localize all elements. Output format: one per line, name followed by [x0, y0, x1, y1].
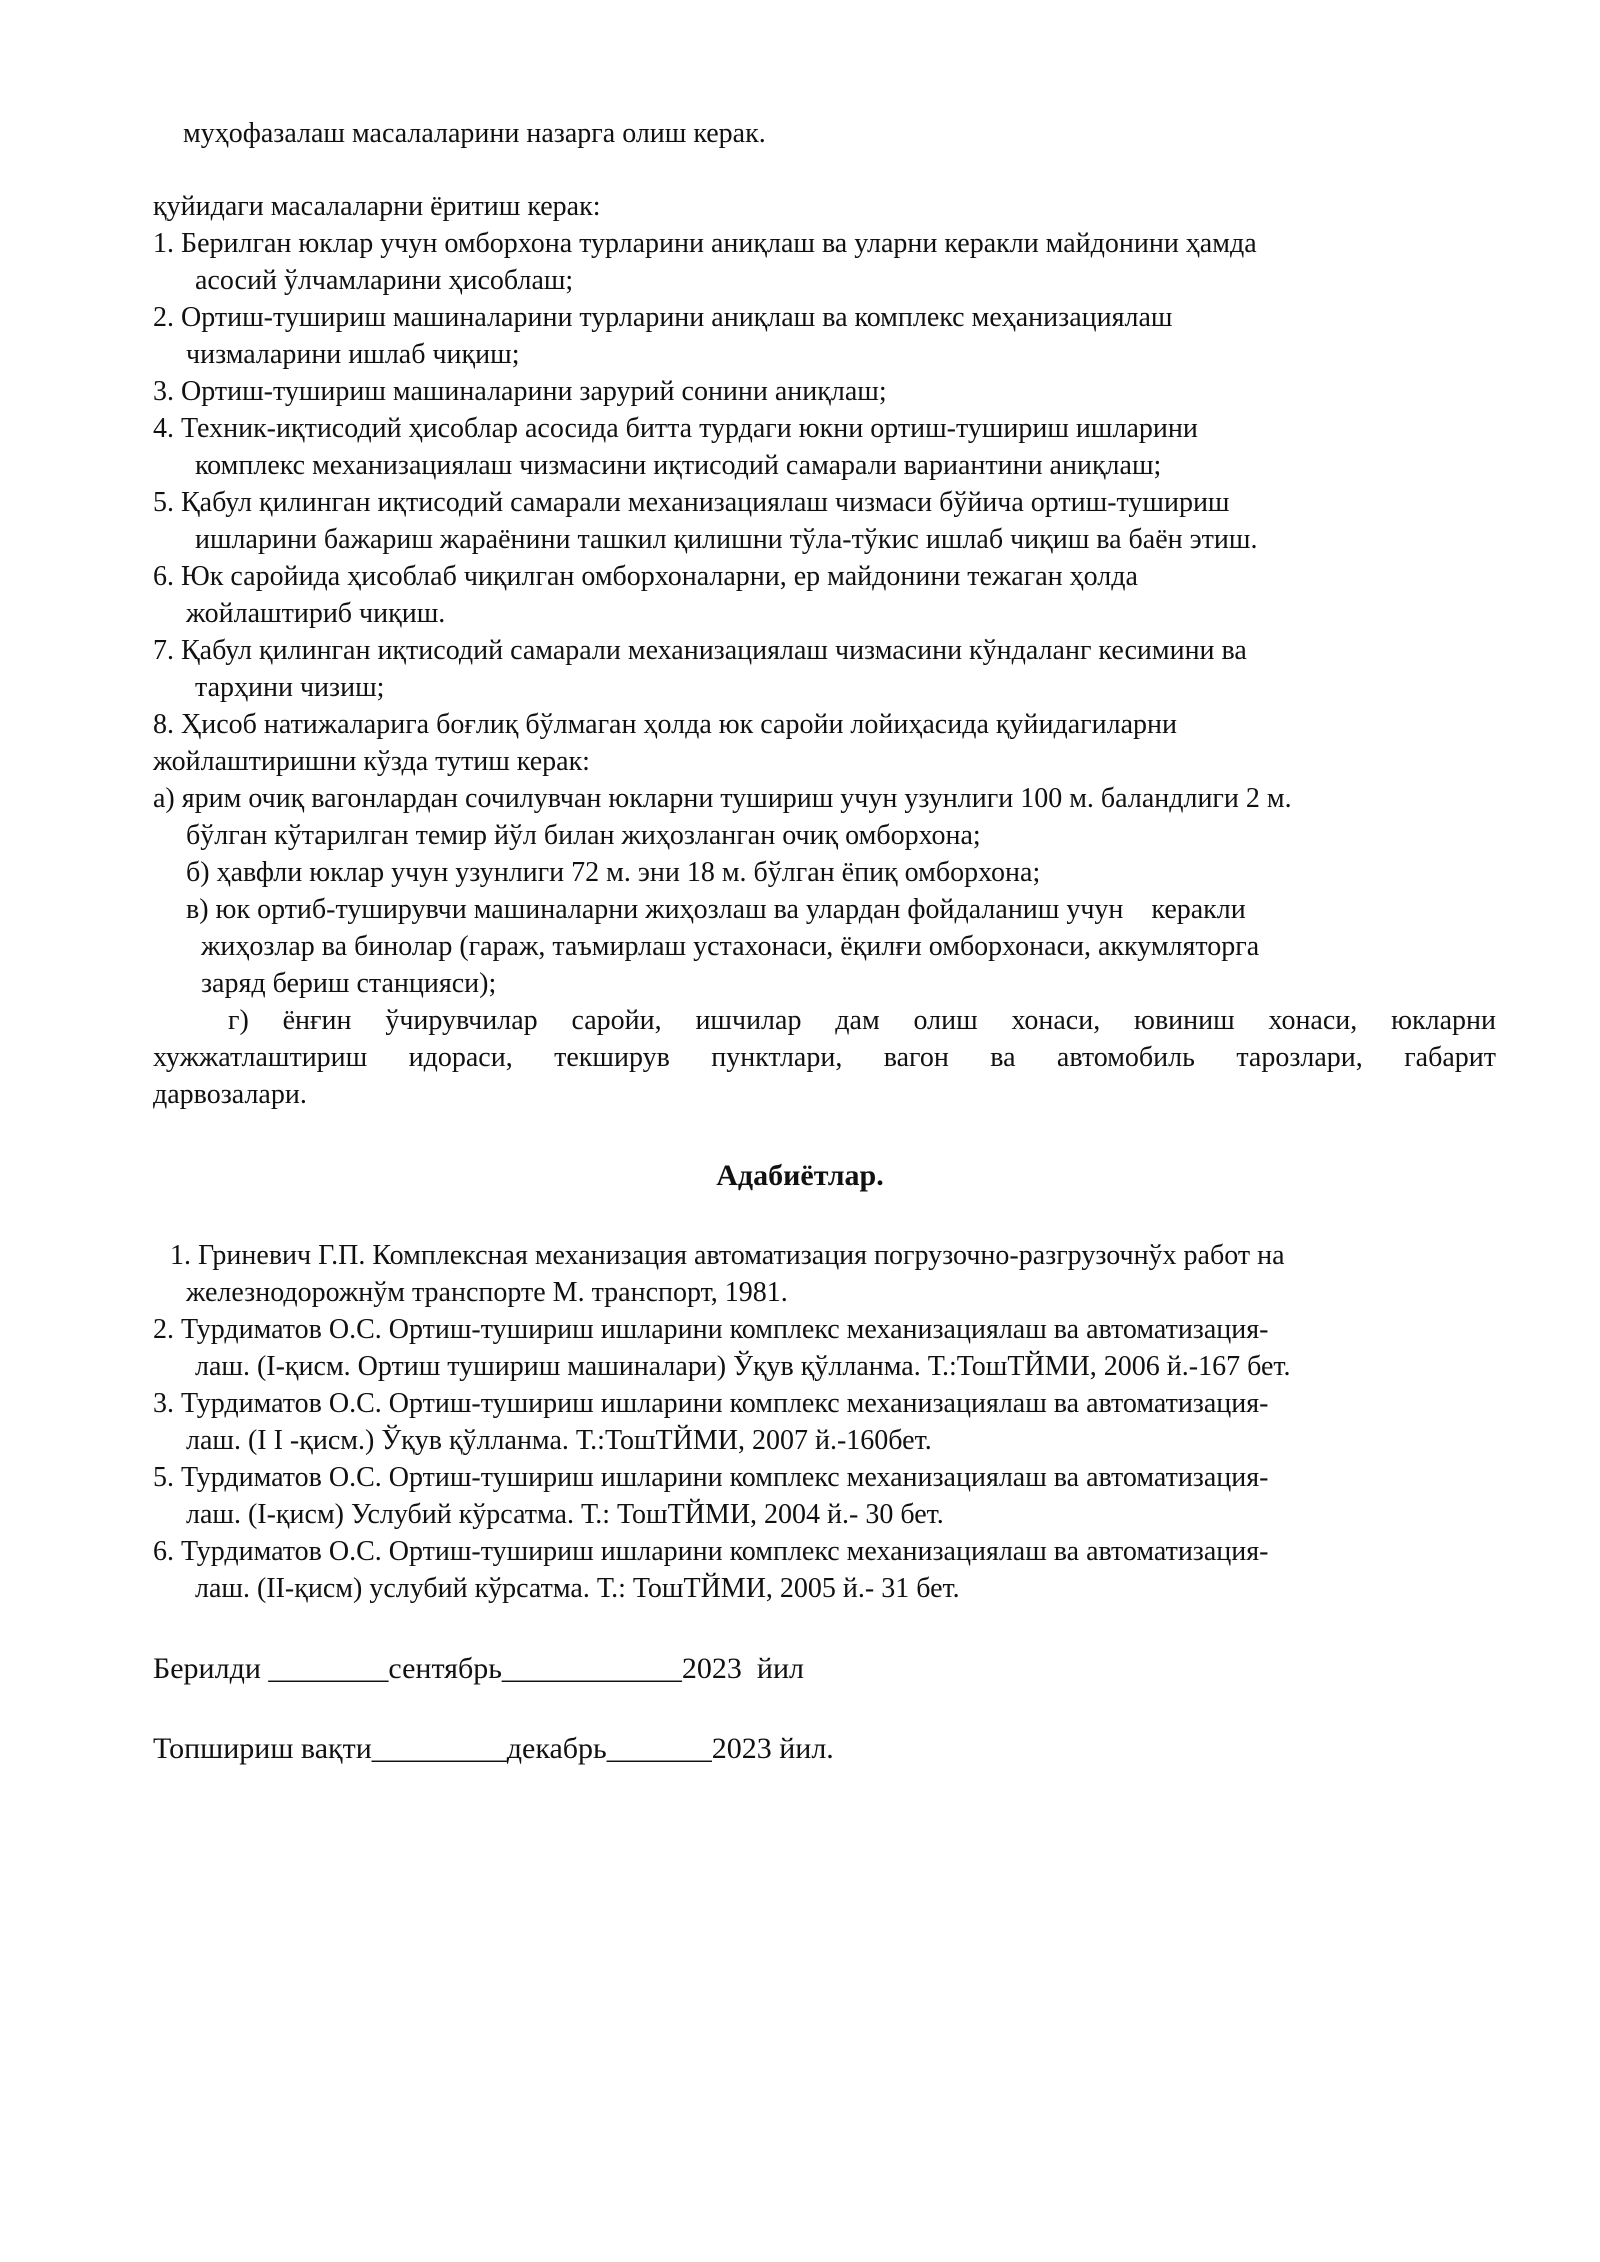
subitem-a-line1: а) ярим очиқ вагонлардан сочилувчан юкларни тушириш учун узунлиги 100 м. баландлиги 2 м. [153, 783, 1292, 814]
reference-item-6: 6. Турдиматов О.С. Ортиш-тушириш ишларини комплекс механизациялаш ва автоматизация- [153, 1536, 1269, 1567]
task-number: 5. [153, 487, 174, 518]
issued-date-line: Берилди ________сентябрь____________2023 йил [153, 1652, 804, 1685]
task-item-3 [153, 374, 887, 410]
reference-item-3: 3. Турдиматов О.С. Ортиш-тушириш ишларини комплекс механизациялаш ва автоматизация- [153, 1388, 1269, 1419]
task-number: 8. [153, 709, 174, 740]
reference-item-2-cont: лаш. (I-қисм. Ортиш тушириш машиналари) Ўқув қўлланма. Т.:ТошТЙМИ, 2006 й.-167 бет. [195, 1351, 1291, 1382]
reference-item-2: 2. Турдиматов О.С. Ортиш-тушириш ишларини комплекс механизациялаш ва автоматизация- [153, 1314, 1269, 1345]
task-text: Ортиш-тушириш машиналарини турларини аниқлаш ва комплекс меҳанизациялаш [174, 302, 1173, 333]
task-number: 7. [153, 635, 174, 666]
task-text: Юк саройида ҳисоблаб чиқилган омборхоналарни, ер майдонини тежаган ҳолда [174, 561, 1138, 592]
reference-item-5-cont: лаш. (I-қисм) Услубий кўрсатма. Т.: ТошТЙМИ, 2004 й.- 30 бет. [186, 1499, 944, 1530]
task-number: 2. [153, 302, 174, 333]
task-text: Техник-иқтисодий ҳисоблар асосида битта турдаги юкни ортиш-тушириш ишларини [174, 413, 1198, 444]
task-item-7-cont: тарҳини чизиш; [195, 672, 385, 703]
task-item-8 [153, 707, 1177, 743]
subitem-v-line1: в) юк ортиб-туширувчи машиналарни жиҳозлаш ва улардан фойдаланиш учун керакли [186, 894, 1246, 925]
task-text: Қабул қилинган иқтисодий самарали механизациялаш чизмаси бўйича ортиш-тушириш [174, 487, 1230, 518]
reference-item-3-cont: лаш. (I I -қисм.) Ўқув қўлланма. Т.:ТошТЙМИ, 2007 й.-160бет. [186, 1425, 932, 1456]
task-item-4 [153, 411, 1198, 447]
intro-line: муҳофазалаш масалаларини назарга олиш керак. [183, 118, 766, 149]
task-item-2 [153, 300, 1172, 336]
task-item-5-cont: ишларини бажариш жараёнини ташкил қилишни тўла-тўкис ишлаб чиқиш ва баён этиш. [195, 524, 1258, 555]
task-text: Қабул қилинган иқтисодий самарали механизациялаш чизмасини кўндаланг кесимини ва [174, 635, 1247, 666]
task-text: Ортиш-тушириш машиналарини зарурий сонини аниқлаш; [174, 376, 887, 407]
reference-item-6-cont: лаш. (II-қисм) услубий кўрсатма. Т.: ТошТЙМИ, 2005 й.- 31 бет. [195, 1573, 960, 1604]
reference-item-1-cont: железнодорожнўм транспорте М. транспорт, 1981. [186, 1277, 788, 1308]
references-heading: Адабиётлар. [716, 1159, 884, 1192]
task-item-6-cont: жойлаштириб чиқиш. [186, 598, 446, 629]
deadline-date-line: Топшириш вақти_________декабрь_______2023 йил. [153, 1732, 834, 1765]
task-text: Берилган юклар учун омборхона турларини аниқлаш ва уларни керакли майдонини ҳамда [174, 228, 1257, 259]
reference-item-1: 1. Гриневич Г.П. Комплексная механизация автоматизация погрузочно-разгрузочнўх работ на [170, 1240, 1285, 1271]
subitem-b: б) ҳавфли юклар учун узунлиги 72 м. эни 18 м. бўлган ёпиқ омборхона; [186, 857, 1041, 888]
task-number: 1. [153, 228, 174, 259]
task-item-8-cont: жойлаштиришни кўзда тутиш керак: [153, 746, 590, 777]
task-item-1-cont: асосий ўлчамларини ҳисоблаш; [195, 265, 574, 296]
task-number: 4. [153, 413, 174, 444]
subitem-g-line3: дарвозалари. [153, 1079, 307, 1110]
task-number: 6. [153, 561, 174, 592]
task-item-4-cont: комплекс механизациялаш чизмасини иқтисодий самарали вариантини аниқлаш; [195, 450, 1162, 481]
subitem-a-line2: бўлган кўтарилган темир йўл билан жиҳозланган очиқ омборхона; [186, 820, 981, 851]
task-text: Ҳисоб натижаларига боғлиқ бўлмаган ҳолда юк саройи лойиҳасида қуйидагиларни [174, 709, 1177, 740]
task-number: 3. [153, 376, 174, 407]
task-item-1 [153, 226, 1257, 262]
task-item-2-cont: чизмаларини ишлаб чиқиш; [186, 339, 520, 370]
task-item-6 [153, 559, 1138, 595]
reference-item-5: 5. Турдиматов О.С. Ортиш-тушириш ишларини комплекс механизациялаш ва автоматизация- [153, 1462, 1269, 1493]
task-item-5 [153, 485, 1230, 521]
subitem-g-line1: г) ёнғин ўчирувчилар саройи, ишчилар дам олиш хонаси, ювиниш хонаси, юкларни [228, 1005, 1496, 1036]
tasks-lead: қуйидаги масалаларни ёритиш керак: [153, 191, 601, 222]
task-item-7 [153, 633, 1247, 669]
subitem-v-line3: заряд бериш станцияси); [201, 968, 497, 999]
subitem-g-line2: хужжатлаштириш идораси, текширув пунктлари, вагон ва автомобиль тарозлари, габарит [153, 1042, 1496, 1073]
subitem-v-line2: жиҳозлар ва бинолар (гараж, таъмирлаш устахонаси, ёқилғи омборхонаси, аккумляторга [201, 931, 1260, 962]
